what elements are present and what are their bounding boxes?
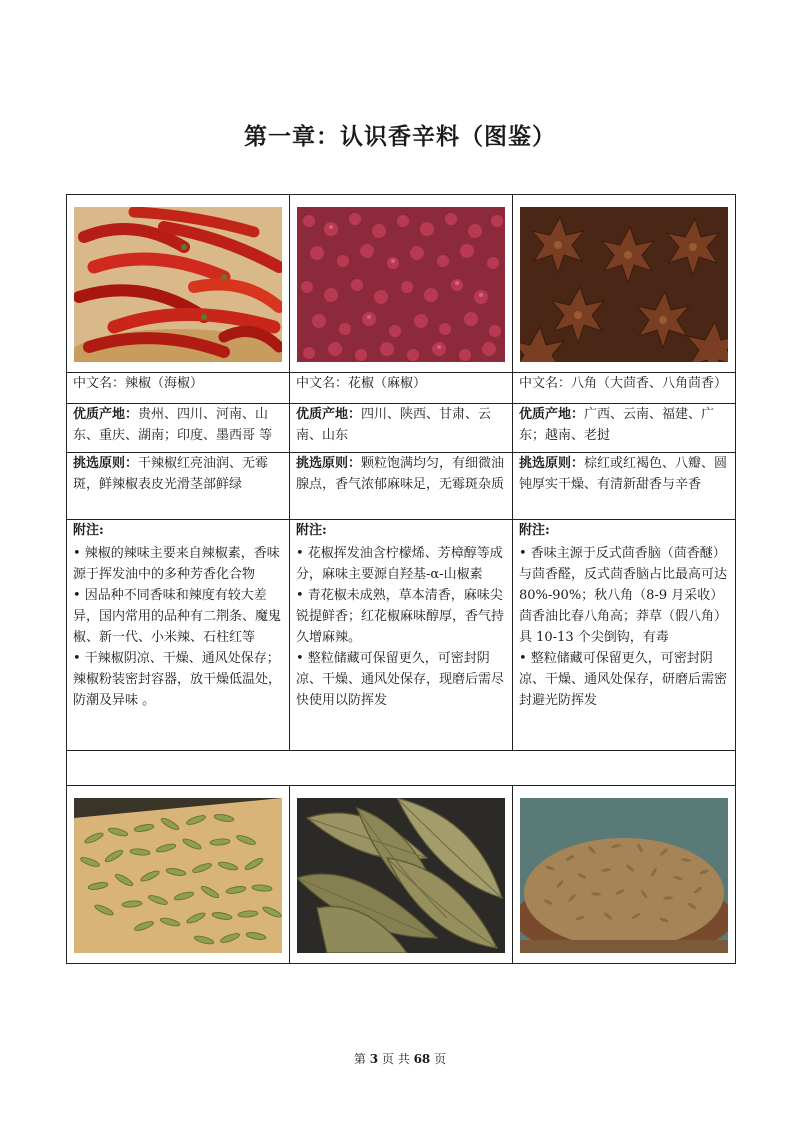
note-item: • 整粒储藏可保留更久，可密封阴凉、干燥、通风处保存，研磨后需密封避光防挥发 [519,651,728,708]
origin-value: 贵州、四川、河南、山东、重庆、湖南；印度、墨西哥 等 [73,407,273,443]
notes-label: 附注: [519,523,550,538]
table-row-name [67,373,736,404]
note-item: • 干辣椒阴凉、干燥、通风处保存；辣椒粉装密封容器，放干燥低温处，防潮及异味 。 [73,651,282,708]
cumin-seed-photo [520,798,728,953]
star-anise-photo [520,207,728,362]
spacer-cell [67,751,736,786]
notes-label: 附注: [73,523,104,538]
table-row-spacer [67,751,736,786]
photo-cell [290,195,513,373]
rule-cell [67,453,290,520]
name-cell [513,373,736,404]
rule-cell [290,453,513,520]
footer-total-pages: 68 [413,1052,431,1066]
rule-value: 干辣椒红亮油润、无霉斑，鲜辣椒表皮光滑茎部鲜绿 [73,456,269,492]
photo-cell [67,786,290,964]
origin-label: 优质产地： [73,407,139,422]
notes-cell [290,520,513,751]
photo-cell [513,786,736,964]
name-label: 中文名： [519,376,572,391]
rule-label: 挑选原则： [73,456,139,471]
footer-page-number: 3 [369,1052,379,1066]
notes-cell [513,520,736,751]
name-value: 辣椒（海椒） [125,376,204,391]
name-label: 中文名： [296,376,349,391]
name-value: 花椒（麻椒） [348,376,427,391]
page-title: 第一章：认识香辛料（图鉴） [244,124,556,150]
sichuan-pepper-photo [297,207,505,362]
rule-label: 挑选原则： [296,456,362,471]
name-cell [290,373,513,404]
table-row-photos-1 [67,195,736,373]
origin-label: 优质产地： [519,407,585,422]
origin-value: 广西、云南、福建、广东；越南、老挝 [519,407,715,443]
photo-cell [67,195,290,373]
name-cell [67,373,290,404]
note-item: • 香味主源于反式茴香脑（茴香醚）与茴香醛，反式茴香脑占比最高可达 80%-90%；秋八角（8-9 月采收）茴香油比春八角高；莽草（假八角）具 10-13 个尖倒钩，有毒 [519,546,728,645]
photo-cell [513,195,736,373]
footer-suffix: 页 [434,1052,447,1066]
bay-leaf-photo [297,798,505,953]
table-row-notes [67,520,736,751]
note-item: • 花椒挥发油含柠檬烯、芳樟醇等成分，麻味主要源自羟基-α-山椒素 [296,546,503,582]
rule-cell [513,453,736,520]
notes-label: 附注: [296,523,327,538]
rule-label: 挑选原则： [519,456,585,471]
footer-middle: 页 共 [381,1052,410,1066]
name-value: 八角（大茴香、八角茴香） [571,376,728,391]
page-footer [0,1050,800,1067]
note-item: • 辣椒的辣味主要来自辣椒素，香味源于挥发油中的多种芳香化合物 [73,546,280,582]
notes-cell [67,520,290,751]
table-row-selection-rule [67,453,736,520]
origin-value: 四川、陕西、甘肃、云南、山东 [296,407,492,443]
table-row-photos-2 [67,786,736,964]
origin-cell [513,404,736,453]
note-item: • 青花椒未成熟，草本清香，麻味尖锐提鲜香；红花椒麻味醇厚，香气持久增麻辣。 [296,588,505,645]
origin-cell [67,404,290,453]
origin-cell [290,404,513,453]
rule-value: 颗粒饱满均匀，有细微油腺点，香气浓郁麻味足，无霉斑杂质 [296,456,505,492]
rule-value: 棕红或红褐色、八瓣、圆钝厚实干燥、有清新甜香与辛香 [519,456,728,492]
footer-prefix: 第 [353,1052,366,1066]
origin-label: 优质产地： [296,407,362,422]
chili-pepper-photo [74,207,282,362]
name-label: 中文名： [73,376,126,391]
photo-cell [290,786,513,964]
note-item: • 因品种不同香味和辣度有较大差异，国内常用的品种有二荆条、魔鬼椒、新一代、小米辣、石柱红等 [73,588,282,645]
fennel-seed-photo [74,798,282,953]
spice-table [66,194,736,964]
note-item: • 整粒储藏可保留更久，可密封阴凉、干燥、通风处保存，现磨后需尽快使用以防挥发 [296,651,505,708]
table-row-origin [67,404,736,453]
